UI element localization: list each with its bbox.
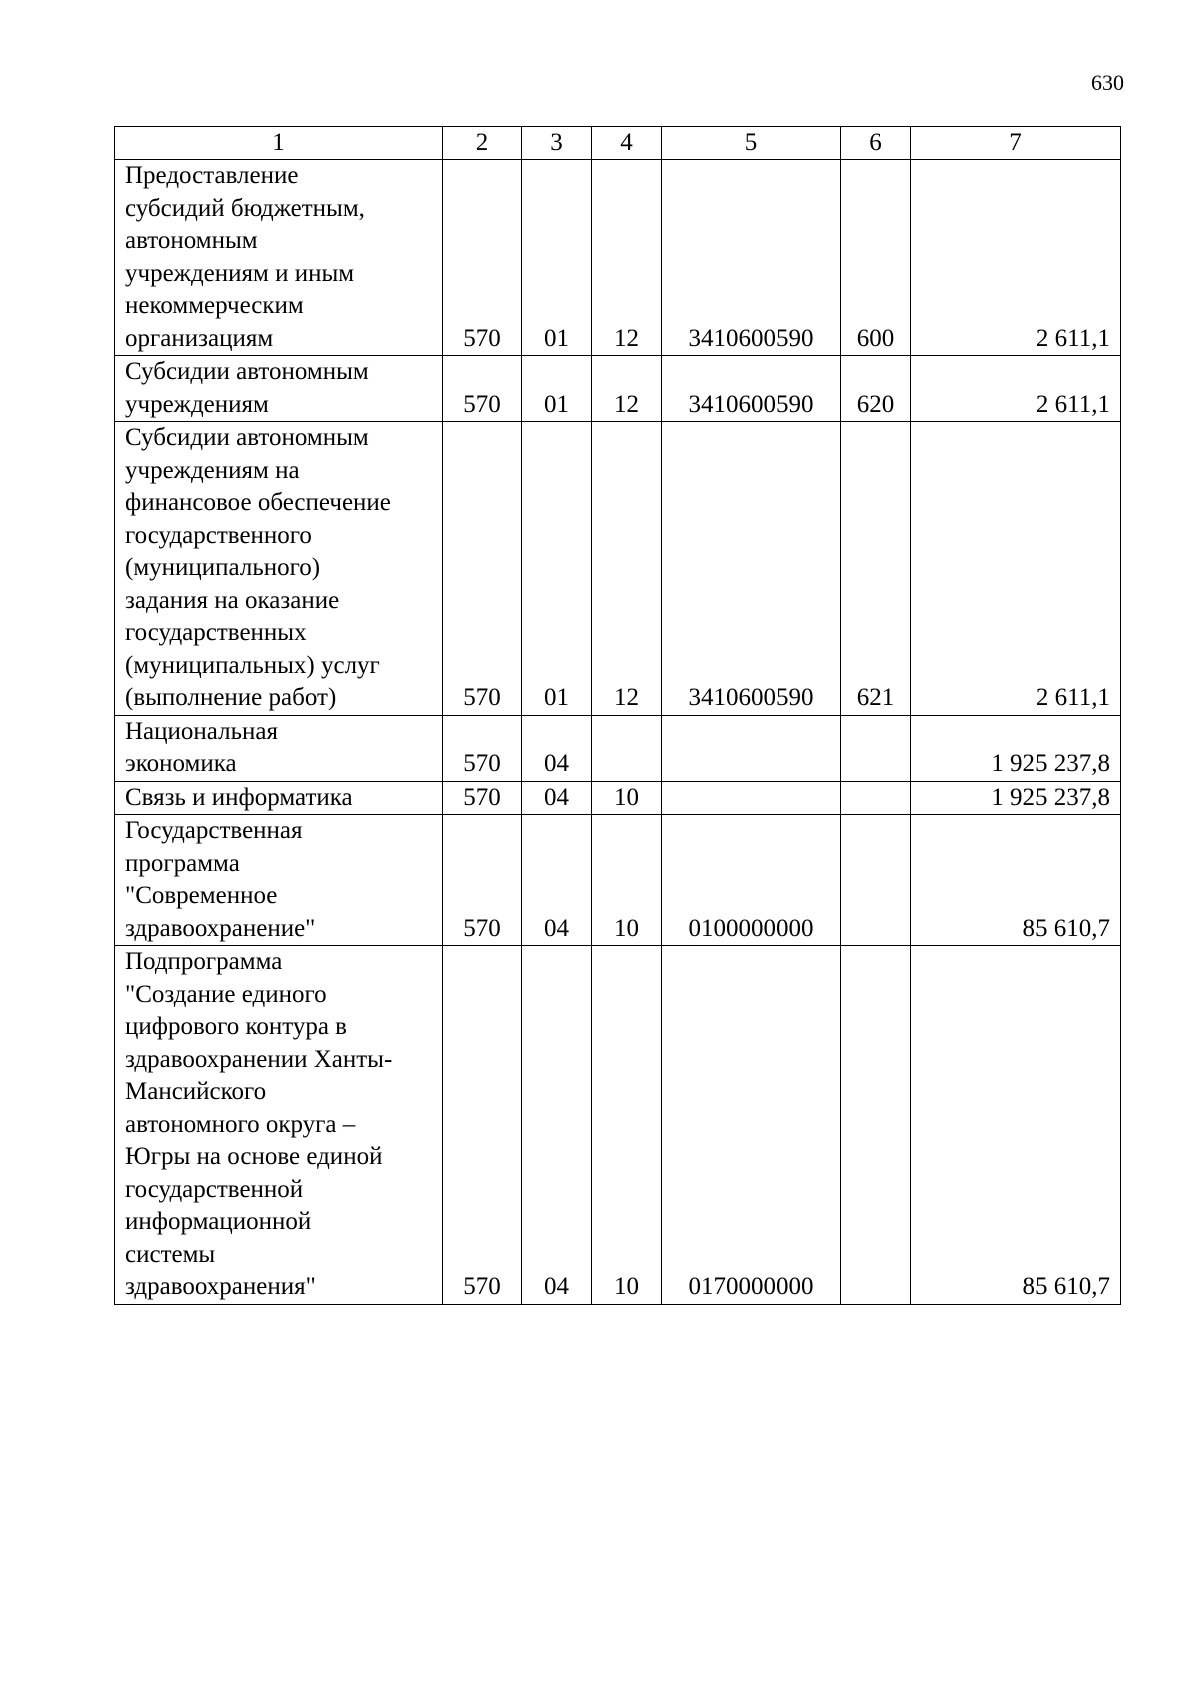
row-col4: 10 bbox=[592, 781, 662, 815]
row-col4: 12 bbox=[592, 422, 662, 716]
row-col4: 12 bbox=[592, 160, 662, 356]
row-col6: 600 bbox=[841, 160, 911, 356]
row-col6 bbox=[841, 815, 911, 946]
row-col5: 0170000000 bbox=[662, 946, 841, 1305]
budget-table bbox=[114, 126, 1121, 1305]
row-col2: 570 bbox=[443, 422, 522, 716]
row-col4: 12 bbox=[592, 356, 662, 422]
header-col-2: 2 bbox=[443, 127, 522, 160]
row-col5: 0100000000 bbox=[662, 815, 841, 946]
header-col-6: 6 bbox=[841, 127, 911, 160]
row-name: Государственная программа "Современное здравоохранение" bbox=[115, 815, 443, 946]
row-col2: 570 bbox=[443, 946, 522, 1305]
table-row bbox=[115, 815, 1121, 946]
row-col7: 85 610,7 bbox=[911, 946, 1121, 1305]
row-name: Субсидии автономным учреждениям на финансовое обеспечение государственного (муниципального) задания на оказание государственных (муниципальных) услуг (выполнение работ) bbox=[115, 422, 443, 716]
table-row bbox=[115, 160, 1121, 356]
row-col6 bbox=[841, 946, 911, 1305]
table-row bbox=[115, 715, 1121, 781]
row-col7: 2 611,1 bbox=[911, 422, 1121, 716]
page-number: 630 bbox=[1091, 70, 1124, 95]
row-col5: 3410600590 bbox=[662, 160, 841, 356]
row-col4: 10 bbox=[592, 815, 662, 946]
row-col2: 570 bbox=[443, 715, 522, 781]
row-col2: 570 bbox=[443, 356, 522, 422]
row-col3: 01 bbox=[522, 160, 592, 356]
row-col6 bbox=[841, 781, 911, 815]
row-col3: 04 bbox=[522, 946, 592, 1305]
row-name: Подпрограмма "Создание единого цифрового контура в здравоохранении Ханты- Мансийского автономного округа – Югры на основе единой государственной информационной системы здравоохранения" bbox=[115, 946, 443, 1305]
row-name: Связь и информатика bbox=[115, 781, 443, 815]
row-col6: 620 bbox=[841, 356, 911, 422]
row-col3: 01 bbox=[522, 356, 592, 422]
row-col7: 1 925 237,8 bbox=[911, 715, 1121, 781]
table-row bbox=[115, 946, 1121, 1305]
row-col5: 3410600590 bbox=[662, 356, 841, 422]
row-col5 bbox=[662, 781, 841, 815]
row-col7: 85 610,7 bbox=[911, 815, 1121, 946]
row-col4: 10 bbox=[592, 946, 662, 1305]
row-name: Национальная экономика bbox=[115, 715, 443, 781]
row-col7: 2 611,1 bbox=[911, 160, 1121, 356]
row-col2: 570 bbox=[443, 160, 522, 356]
table-row bbox=[115, 356, 1121, 422]
row-col6: 621 bbox=[841, 422, 911, 716]
header-col-4: 4 bbox=[592, 127, 662, 160]
row-col5 bbox=[662, 715, 841, 781]
row-name: Предоставление субсидий бюджетным, автономным учреждениям и иным некоммерческим организациям bbox=[115, 160, 443, 356]
row-name: Субсидии автономным учреждениям bbox=[115, 356, 443, 422]
header-col-7: 7 bbox=[911, 127, 1121, 160]
row-col3: 01 bbox=[522, 422, 592, 716]
header-col-5: 5 bbox=[662, 127, 841, 160]
row-col2: 570 bbox=[443, 781, 522, 815]
row-col7: 1 925 237,8 bbox=[911, 781, 1121, 815]
row-col3: 04 bbox=[522, 815, 592, 946]
table-row bbox=[115, 781, 1121, 815]
header-col-1: 1 bbox=[115, 127, 443, 160]
row-col3: 04 bbox=[522, 715, 592, 781]
row-col2: 570 bbox=[443, 815, 522, 946]
row-col6 bbox=[841, 715, 911, 781]
header-row bbox=[115, 127, 1121, 160]
table-row bbox=[115, 422, 1121, 716]
row-col7: 2 611,1 bbox=[911, 356, 1121, 422]
row-col4 bbox=[592, 715, 662, 781]
row-col5: 3410600590 bbox=[662, 422, 841, 716]
row-col3: 04 bbox=[522, 781, 592, 815]
header-col-3: 3 bbox=[522, 127, 592, 160]
